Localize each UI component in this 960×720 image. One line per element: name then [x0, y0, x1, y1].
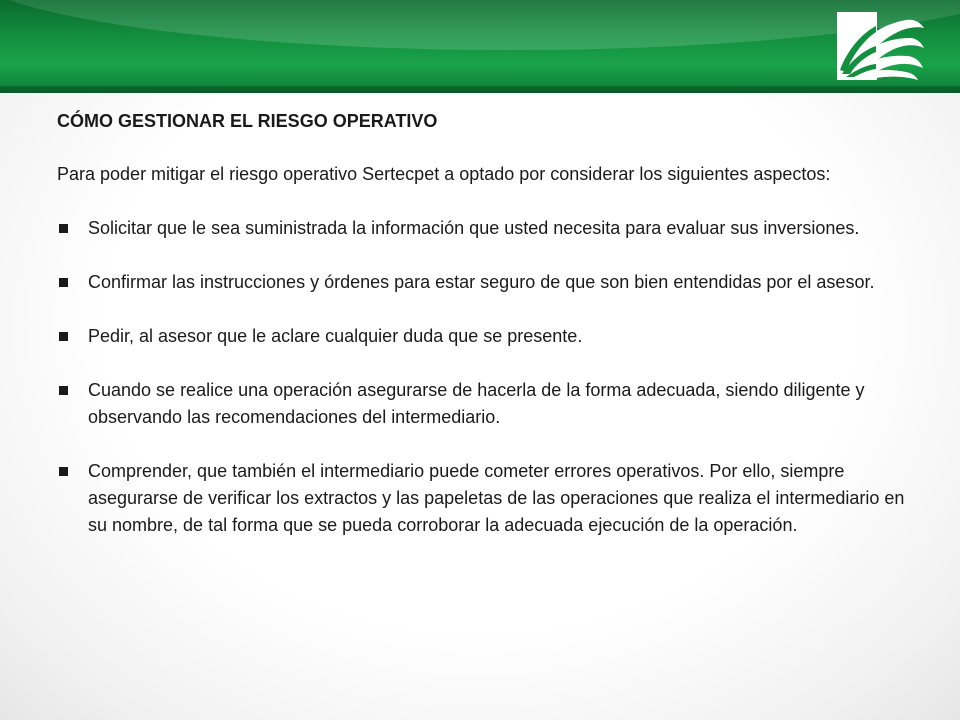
bullet-text: Comprender, que también el intermediario puede cometer errores operativos. Por ello, siempre asegurarse de verificar los extractos y las papeletas de las operaciones que realiza el intermediario en su nombre, de tal forma que se pueda corroborar la adecuada ejecución de la operación.: [88, 461, 905, 535]
bullet-item: [57, 377, 919, 431]
intro-paragraph: Para poder mitigar el riesgo operativo Sertecpet a optado por considerar los siguientes aspectos:: [57, 164, 831, 184]
bullet-item: [57, 323, 919, 350]
slide-content: [57, 108, 919, 539]
bullet-item: [57, 269, 919, 296]
square-bullet-icon: [59, 278, 68, 287]
bullet-text: Confirmar las instrucciones y órdenes para estar seguro de que son bien entendidas por el asesor.: [88, 272, 875, 292]
bullet-text: Pedir, al asesor que le aclare cualquier duda que se presente.: [88, 326, 583, 346]
slide-title: CÓMO GESTIONAR EL RIESGO OPERATIVO: [57, 111, 438, 131]
sertecpet-leaf-logo-icon: [836, 10, 926, 82]
square-bullet-icon: [59, 332, 68, 341]
header-sheen: [0, 0, 960, 50]
square-bullet-icon: [59, 467, 68, 476]
bullet-text: Cuando se realice una operación asegurarse de hacerla de la forma adecuada, siendo diligente y observando las recomendaciones del intermediario.: [88, 380, 865, 427]
bullet-text: Solicitar que le sea suministrada la información que usted necesita para evaluar sus inversiones.: [88, 218, 860, 238]
bullet-list: [57, 215, 919, 539]
header-banner: [0, 0, 960, 93]
bullet-item: [57, 215, 919, 242]
square-bullet-icon: [59, 224, 68, 233]
bullet-item: [57, 458, 919, 539]
header-bottom-band: [0, 86, 960, 93]
square-bullet-icon: [59, 386, 68, 395]
